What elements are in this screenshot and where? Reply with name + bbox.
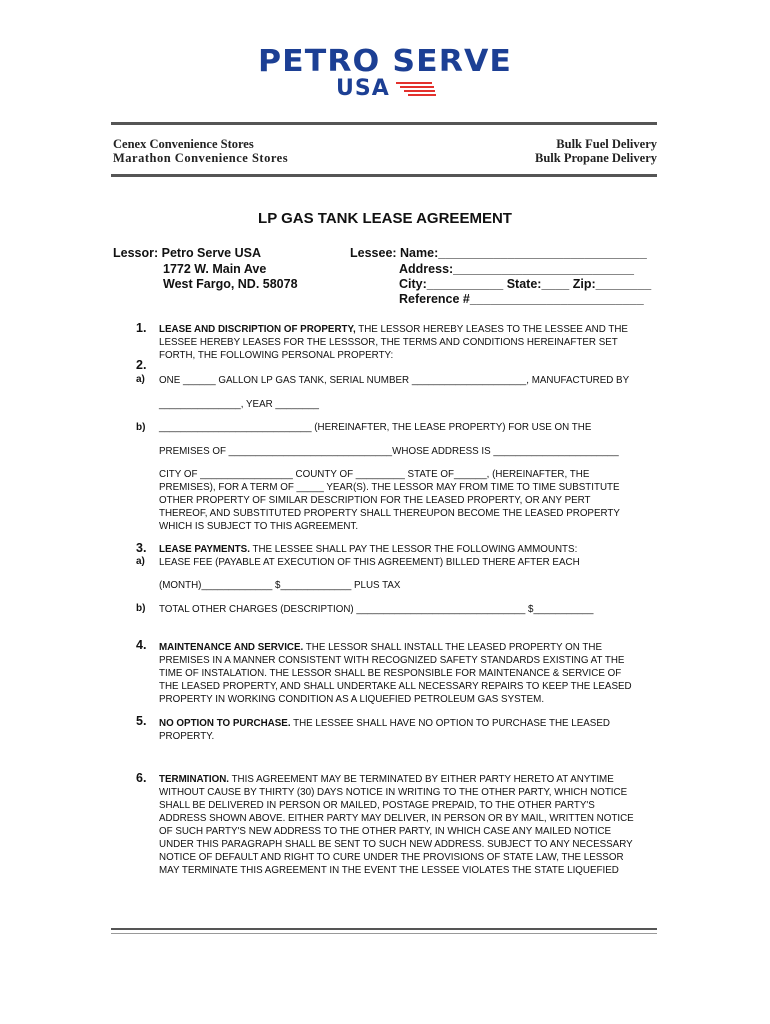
section-2b-line1[interactable]: ____________________________ (HEREINAFTER, THE LEASE PROPERTY) FOR USE ON THE [159, 422, 592, 433]
section-6-line6: UNDER THIS PARAGRAPH SHALL BE SENT TO SUCH NEW ADDRESS. SUBJECT TO ANY NECESSARY [159, 839, 633, 850]
section-2b-line6: THEREOF, AND SUBSTITUTED PROPERTY SHALL THEREUPON BECOME THE LEASED PROPERTY [159, 508, 620, 519]
section-6-line7: NOTICE OF DEFAULT AND RIGHT TO CURE UNDER THE PROVISIONS OF STATE LAW, THE LESSOR [159, 852, 624, 863]
section-2b-line2[interactable]: PREMISES OF ______________________________WHOSE ADDRESS IS _______________________ [159, 446, 619, 457]
section-2b-line3[interactable]: CITY OF _________________ COUNTY OF _________ STATE OF______, (HEREINAFTER, THE [159, 469, 590, 480]
section-6-line8: MAY TERMINATE THIS AGREEMENT IN THE EVENT THE LESSEE VIOLATES THE STATE LIQUEFIED [159, 865, 619, 876]
section-3a-line2[interactable]: (MONTH)_____________ $_____________ PLUS TAX [159, 580, 401, 591]
section-3b-label: b) [136, 603, 146, 614]
lessor-line1: Lessor: Petro Serve USA [113, 246, 261, 260]
section-2b-line5: OTHER PROPERTY OF SIMILAR DESCRIPTION FOR THE LEASED PROPERTY, OR ANY PERT [159, 495, 591, 506]
section-6-text: THIS AGREEMENT MAY BE TERMINATED BY EITHER PARTY HERETO AT ANYTIME [229, 774, 614, 785]
section-3a-line1: LEASE FEE (PAYABLE AT EXECUTION OF THIS AGREEMENT) BILLED THERE AFTER EACH [159, 557, 580, 568]
section-6-heading: TERMINATION. [159, 774, 230, 785]
section-5-text: THE LESSEE SHALL HAVE NO OPTION TO PURCHASE THE LEASED [290, 718, 610, 729]
section-3-heading: LEASE PAYMENTS. [159, 544, 250, 555]
section-6-line1 [159, 773, 614, 786]
section-6-line3: SHALL BE DELIVERED IN PERSON OR MAILED, POSTAGE PREPAID, TO THE OTHER PARTY'S [159, 800, 595, 811]
section-1-line1 [159, 323, 628, 336]
section-4-heading: MAINTENANCE AND SERVICE. [159, 642, 304, 653]
section-3-number: 3. [136, 541, 147, 555]
section-1-line3: FORTH, THE FOLLOWING PERSONAL PROPERTY: [159, 350, 394, 361]
section-4-line2: PREMISES IN A MANNER CONSISTENT WITH RECOGNIZED SAFETY STANDARDS EXISTING AT THE [159, 655, 625, 666]
section-6-number: 6. [136, 771, 147, 785]
lessee-name-field[interactable]: Lessee: Name:______________________________ [350, 246, 647, 260]
section-5-line2: PROPERTY. [159, 731, 215, 742]
section-5-line1 [159, 717, 610, 730]
section-6-line4: ADDRESS SHOWN ABOVE. EITHER PARTY MAY DELIVER, IN PERSON OR BY MAIL, WRITTEN NOTICE [159, 813, 634, 824]
section-4-line4: THE LEASED PROPERTY, AND SHALL UNDERTAKE ALL NECESSARY REPAIRS TO KEEP THE LEASED [159, 681, 632, 692]
section-2b-label: b) [136, 422, 146, 433]
section-2b-line7: WHICH IS SUBJECT TO THIS AGREEMENT. [159, 521, 359, 532]
lessor-line2: 1772 W. Main Ave [163, 262, 267, 276]
footer-rule-thin [111, 933, 657, 934]
lessee-city-state-zip-field[interactable]: City:___________ State:____ Zip:________ [399, 277, 652, 291]
section-5-heading: NO OPTION TO PURCHASE. [159, 718, 291, 729]
header-top-rule [111, 122, 657, 125]
section-1-heading: LEASE AND DISCRIPTION OF PROPERTY, [159, 324, 356, 335]
section-2a-line2[interactable]: _______________, YEAR ________ [159, 399, 319, 410]
section-3b-line1[interactable]: TOTAL OTHER CHARGES (DESCRIPTION) _______________________________ $___________ [159, 604, 594, 615]
section-4-number: 4. [136, 638, 147, 652]
header-left-line1: Cenex Convenience Stores [113, 137, 254, 151]
footer-rule-thick [111, 928, 657, 930]
section-2-number: 2. [136, 358, 147, 372]
header-right-line2: Bulk Propane Delivery [535, 151, 657, 165]
section-3-text: THE LESSEE SHALL PAY THE LESSOR THE FOLLOWING AMMOUNTS: [249, 544, 578, 555]
section-2a-label: a) [136, 374, 145, 385]
section-1-line2: LESSEE HEREBY LEASES FOR THE LESSSOR, THE TERMS AND CONDITIONS HEREINAFTER SET [159, 337, 618, 348]
section-6-line2: WITHOUT CAUSE BY THIRTY (30) DAYS NOTICE IN WRITING TO THE OTHER PARTY, WHICH NOTICE [159, 787, 628, 798]
section-4-text: THE LESSOR SHALL INSTALL THE LEASED PROPERTY ON THE [303, 642, 602, 653]
section-6-line5: OF SUCH PARTY'S NEW ADDRESS TO THE OTHER PARTY, IN WHICH CASE ANY MAILED NOTICE [159, 826, 612, 837]
lessor-line3: West Fargo, ND. 58078 [163, 277, 298, 291]
section-2a-line1[interactable]: ONE ______ GALLON LP GAS TANK, SERIAL NUMBER _____________________, MANUFACTURED BY [159, 375, 630, 386]
section-2b-line4[interactable]: PREMISES), FOR A TERM OF _____ YEAR(S). THE LESSOR MAY FROM TIME TO TIME SUBSTITUTE [159, 482, 620, 493]
company-logo-usa: USA [336, 76, 390, 101]
section-4-line5: PROPERTY IN WORKING CONDITION AS A LIQUEFIED PETROLEUM GAS SYSTEM. [159, 694, 545, 705]
header-right-line1: Bulk Fuel Delivery [556, 137, 657, 151]
section-3a-label: a) [136, 556, 145, 567]
section-5-number: 5. [136, 714, 147, 728]
section-3-line1 [159, 543, 577, 556]
company-logo-name: PETRO SERVE [257, 44, 513, 79]
document-title: LP GAS TANK LEASE AGREEMENT [258, 210, 512, 227]
header-left-line2: Marathon Convenience Stores [113, 151, 289, 165]
section-1-text: THE LESSOR HEREBY LEASES TO THE LESSEE AND THE [355, 324, 628, 335]
section-4-line1 [159, 641, 602, 654]
lessee-address-field[interactable]: Address:__________________________ [399, 262, 634, 276]
section-4-line3: TIME OF INSTALATION. THE LESSOR SHALL BE RESPONSIBLE FOR MAINTENANCE & SERVICE OF [159, 668, 622, 679]
lessee-reference-field[interactable]: Reference #_________________________ [399, 292, 644, 306]
header-bottom-rule [111, 174, 657, 177]
flag-stripes-icon [396, 80, 436, 100]
section-1-number: 1. [136, 321, 147, 335]
